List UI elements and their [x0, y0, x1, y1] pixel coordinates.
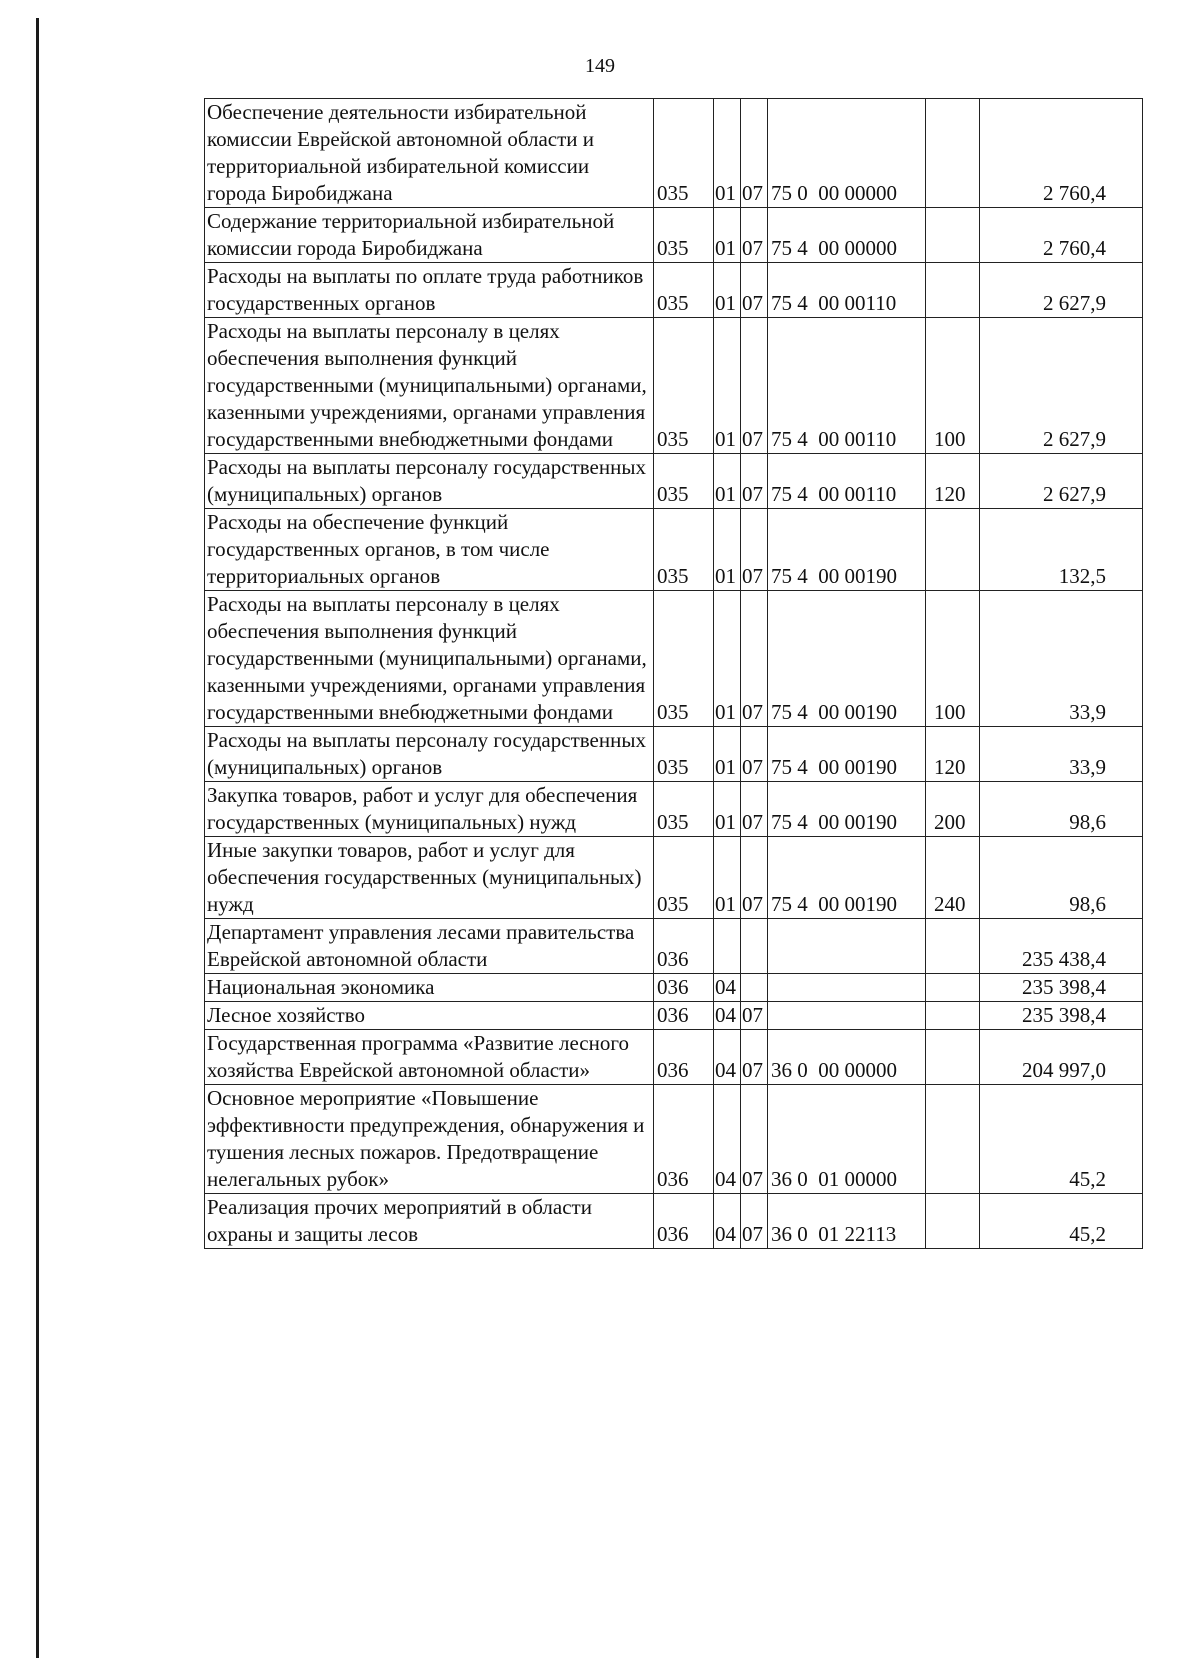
table-row — [205, 591, 1143, 727]
table-row — [205, 782, 1143, 837]
expense-type-cell: 120 — [926, 454, 980, 509]
grbs-code-cell: 036 — [654, 1002, 714, 1030]
amount-cell: 45,2 — [980, 1194, 1143, 1249]
amount-cell: 204 997,0 — [980, 1030, 1143, 1085]
amount-cell: 98,6 — [980, 837, 1143, 919]
expense-type-cell: 100 — [926, 318, 980, 454]
section-code-cell: 01 — [714, 318, 741, 454]
subsection-code-cell: 07 — [741, 1002, 768, 1030]
expense-type-cell — [926, 99, 980, 208]
section-code-cell: 04 — [714, 1085, 741, 1194]
grbs-code-cell: 035 — [654, 454, 714, 509]
grbs-code-cell: 035 — [654, 782, 714, 837]
grbs-code-cell: 035 — [654, 263, 714, 318]
grbs-code-cell: 035 — [654, 727, 714, 782]
section-code-cell: 01 — [714, 591, 741, 727]
section-code-cell: 01 — [714, 509, 741, 591]
row-name-cell: Государственная программа «Развитие лесного хозяйства Еврейской автономной области» — [205, 1030, 654, 1085]
row-name-cell: Обеспечение деятельности избирательной комиссии Еврейской автономной области и территориальной избирательной комиссии города Биробиджана — [205, 99, 654, 208]
row-name-cell: Расходы на выплаты персоналу государственных (муниципальных) органов — [205, 727, 654, 782]
table-row — [205, 1085, 1143, 1194]
subsection-code-cell: 07 — [741, 509, 768, 591]
subsection-code-cell: 07 — [741, 208, 768, 263]
section-code-cell: 01 — [714, 454, 741, 509]
expense-type-cell: 120 — [926, 727, 980, 782]
target-article-cell: 75 0 00 00000 — [768, 99, 926, 208]
subsection-code-cell: 07 — [741, 837, 768, 919]
grbs-code-cell: 036 — [654, 919, 714, 974]
amount-cell: 2 760,4 — [980, 208, 1143, 263]
expense-type-cell — [926, 1002, 980, 1030]
expense-type-cell — [926, 919, 980, 974]
target-article-cell: 36 0 00 00000 — [768, 1030, 926, 1085]
subsection-code-cell: 07 — [741, 454, 768, 509]
amount-cell: 33,9 — [980, 591, 1143, 727]
amount-cell: 2 760,4 — [980, 99, 1143, 208]
grbs-code-cell: 036 — [654, 974, 714, 1002]
row-name-cell: Иные закупки товаров, работ и услуг для обеспечения государственных (муниципальных) нужд — [205, 837, 654, 919]
expense-type-cell — [926, 208, 980, 263]
row-name-cell: Расходы на выплаты персоналу в целях обеспечения выполнения функций государственными (муниципальными) органами, казенными учреждениями, органами управления государственными внебюджетными фондами — [205, 318, 654, 454]
target-article-cell: 75 4 00 00110 — [768, 454, 926, 509]
table-row — [205, 727, 1143, 782]
row-name-cell: Департамент управления лесами правительства Еврейской автономной области — [205, 919, 654, 974]
page-number: 149 — [585, 55, 615, 77]
target-article-cell — [768, 919, 926, 974]
amount-cell: 132,5 — [980, 509, 1143, 591]
table-row — [205, 263, 1143, 318]
target-article-cell: 75 4 00 00190 — [768, 837, 926, 919]
table-row — [205, 1194, 1143, 1249]
row-name-cell: Содержание территориальной избирательной комиссии города Биробиджана — [205, 208, 654, 263]
target-article-cell — [768, 974, 926, 1002]
target-article-cell: 75 4 00 00190 — [768, 509, 926, 591]
table-row — [205, 99, 1143, 208]
grbs-code-cell: 036 — [654, 1085, 714, 1194]
section-code-cell: 01 — [714, 99, 741, 208]
row-name-cell: Расходы на обеспечение функций государственных органов, в том числе территориальных органов — [205, 509, 654, 591]
amount-cell: 33,9 — [980, 727, 1143, 782]
table-row — [205, 208, 1143, 263]
grbs-code-cell: 035 — [654, 837, 714, 919]
target-article-cell: 75 4 00 00190 — [768, 782, 926, 837]
expense-type-cell — [926, 509, 980, 591]
section-code-cell: 01 — [714, 837, 741, 919]
target-article-cell: 75 4 00 00190 — [768, 591, 926, 727]
amount-cell: 2 627,9 — [980, 454, 1143, 509]
section-code-cell: 04 — [714, 1002, 741, 1030]
amount-cell: 2 627,9 — [980, 263, 1143, 318]
table-row — [205, 454, 1143, 509]
grbs-code-cell: 035 — [654, 318, 714, 454]
table-row — [205, 1002, 1143, 1030]
amount-cell: 2 627,9 — [980, 318, 1143, 454]
expense-type-cell — [926, 1085, 980, 1194]
expense-type-cell: 240 — [926, 837, 980, 919]
subsection-code-cell: 07 — [741, 263, 768, 318]
target-article-cell: 75 4 00 00000 — [768, 208, 926, 263]
table-row — [205, 974, 1143, 1002]
amount-cell: 45,2 — [980, 1085, 1143, 1194]
expense-type-cell — [926, 1030, 980, 1085]
grbs-code-cell: 035 — [654, 509, 714, 591]
target-article-cell: 75 4 00 00110 — [768, 318, 926, 454]
amount-cell: 235 398,4 — [980, 1002, 1143, 1030]
grbs-code-cell: 035 — [654, 208, 714, 263]
subsection-code-cell: 07 — [741, 782, 768, 837]
amount-cell: 98,6 — [980, 782, 1143, 837]
expense-type-cell — [926, 263, 980, 318]
row-name-cell: Расходы на выплаты по оплате труда работников государственных органов — [205, 263, 654, 318]
scan-border-line — [36, 18, 39, 1658]
row-name-cell: Национальная экономика — [205, 974, 654, 1002]
target-article-cell: 75 4 00 00190 — [768, 727, 926, 782]
expense-type-cell — [926, 1194, 980, 1249]
expense-type-cell: 100 — [926, 591, 980, 727]
row-name-cell: Лесное хозяйство — [205, 1002, 654, 1030]
expense-type-cell: 200 — [926, 782, 980, 837]
section-code-cell: 04 — [714, 1194, 741, 1249]
row-name-cell: Расходы на выплаты персоналу в целях обеспечения выполнения функций государственными (муниципальными) органами, казенными учреждениями, органами управления государственными внебюджетными фондами — [205, 591, 654, 727]
table-row — [205, 509, 1143, 591]
section-code-cell — [714, 919, 741, 974]
section-code-cell: 01 — [714, 263, 741, 318]
subsection-code-cell: 07 — [741, 1030, 768, 1085]
target-article-cell: 75 4 00 00110 — [768, 263, 926, 318]
table-row — [205, 318, 1143, 454]
table-row — [205, 837, 1143, 919]
grbs-code-cell: 036 — [654, 1030, 714, 1085]
subsection-code-cell: 07 — [741, 591, 768, 727]
grbs-code-cell: 035 — [654, 99, 714, 208]
subsection-code-cell: 07 — [741, 727, 768, 782]
budget-table — [204, 98, 1143, 1249]
section-code-cell: 01 — [714, 782, 741, 837]
expense-type-cell — [926, 974, 980, 1002]
row-name-cell: Расходы на выплаты персоналу государственных (муниципальных) органов — [205, 454, 654, 509]
grbs-code-cell: 035 — [654, 591, 714, 727]
subsection-code-cell — [741, 919, 768, 974]
table-row — [205, 919, 1143, 974]
subsection-code-cell: 07 — [741, 1085, 768, 1194]
target-article-cell: 36 0 01 00000 — [768, 1085, 926, 1194]
amount-cell: 235 438,4 — [980, 919, 1143, 974]
subsection-code-cell: 07 — [741, 318, 768, 454]
target-article-cell — [768, 1002, 926, 1030]
subsection-code-cell — [741, 974, 768, 1002]
section-code-cell: 04 — [714, 1030, 741, 1085]
row-name-cell: Реализация прочих мероприятий в области охраны и защиты лесов — [205, 1194, 654, 1249]
section-code-cell: 01 — [714, 208, 741, 263]
target-article-cell: 36 0 01 22113 — [768, 1194, 926, 1249]
grbs-code-cell: 036 — [654, 1194, 714, 1249]
subsection-code-cell: 07 — [741, 99, 768, 208]
section-code-cell: 01 — [714, 727, 741, 782]
amount-cell: 235 398,4 — [980, 974, 1143, 1002]
row-name-cell: Основное мероприятие «Повышение эффективности предупреждения, обнаружения и тушения лесных пожаров. Предотвращение нелегальных рубок» — [205, 1085, 654, 1194]
subsection-code-cell: 07 — [741, 1194, 768, 1249]
section-code-cell: 04 — [714, 974, 741, 1002]
table-row — [205, 1030, 1143, 1085]
row-name-cell: Закупка товаров, работ и услуг для обеспечения государственных (муниципальных) нужд — [205, 782, 654, 837]
